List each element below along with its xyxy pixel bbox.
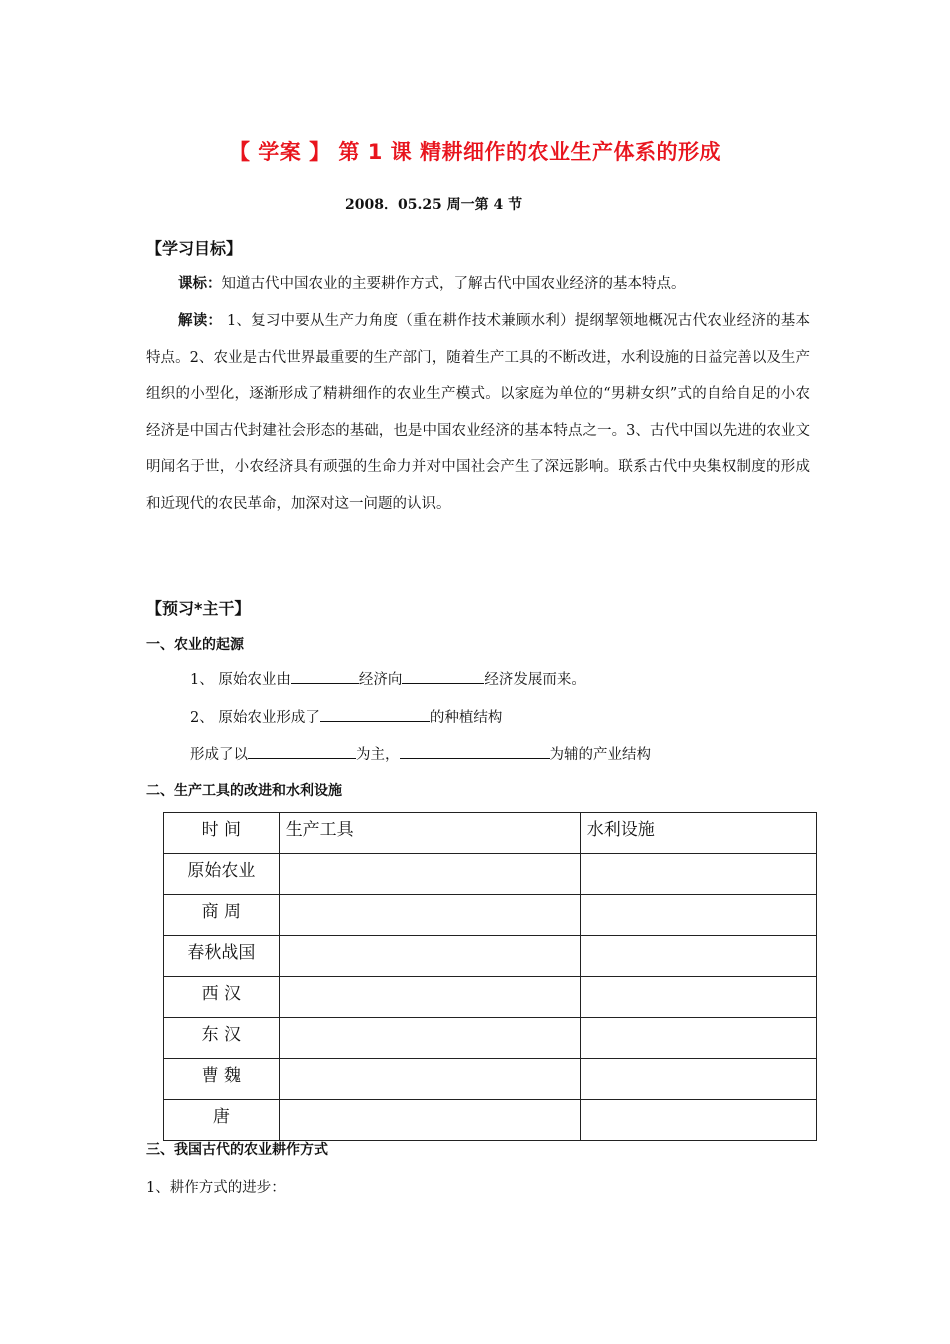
- table-row: [164, 1018, 817, 1059]
- water-cell[interactable]: [580, 854, 816, 895]
- interpret-paragraph: [146, 303, 810, 522]
- standard-text: 知道古代中国农业的主要耕作方式，了解古代中国农业经济的基本特点。: [221, 276, 686, 292]
- period-cell: 原始农业: [164, 854, 280, 895]
- page-title: 【 学案 】 第 1 课 精耕细作的农业生产体系的形成: [229, 140, 721, 164]
- section-3-line-1: 1、耕作方式的进步：: [146, 1180, 286, 1196]
- tools-cell[interactable]: [279, 854, 580, 895]
- fill-line-2-part-a: 2、 原始农业形成了: [190, 710, 320, 726]
- standard-label: 课标：: [178, 276, 222, 292]
- answer-blank[interactable]: [248, 744, 356, 759]
- lesson-date: 2008．05.25 周一第 4 节: [345, 197, 523, 213]
- fill-line-3-part-a: 形成了以: [190, 747, 248, 763]
- water-cell[interactable]: [580, 977, 816, 1018]
- fill-line-2: [190, 706, 502, 727]
- tools-cell[interactable]: [279, 977, 580, 1018]
- tools-cell[interactable]: [279, 936, 580, 977]
- table-row: [164, 895, 817, 936]
- table-header-cell: 生产工具: [279, 813, 580, 854]
- objectives-heading: 【学习目标】: [146, 239, 243, 258]
- fill-line-2-part-b: 的种植结构: [429, 710, 503, 726]
- period-cell: 商 周: [164, 895, 280, 936]
- fill-line-3-part-c: 为辅的产业结构: [549, 747, 651, 763]
- table-header-row: [164, 813, 817, 854]
- table-row: [164, 936, 817, 977]
- table-row: [164, 854, 817, 895]
- fill-line-1-part-b: 经济向: [358, 672, 403, 688]
- water-cell[interactable]: [580, 936, 816, 977]
- standard-paragraph: [146, 266, 810, 303]
- tools-cell[interactable]: [279, 895, 580, 936]
- section-2-heading: 二、生产工具的改进和水利设施: [146, 783, 342, 799]
- water-cell[interactable]: [580, 1018, 816, 1059]
- interpret-text: 1、复习中要从生产力角度（重在耕作技术兼顾水利）提纲挈领地概况古代农业经济的基本特点。2、农业是古代世界最重要的生产部门，随着生产工具的不断改进，水利设施的日益完善以及生产组织的小型化，逐渐形成了精耕细作的农业生产模式。以家庭为单位的“男耕女织”式的自给自足的小农经济是中国古代封建社会形态的基础，也是中国农业经济的基本特点之一。3、古代中国以先进的农业文明闻名于世，小农经济具有顽强的生命力并对中国社会产生了深远影响。联系古代中央集权制度的形成和近现代的农民革命，加深对这一问题的认识。: [146, 313, 810, 512]
- tools-cell[interactable]: [279, 1059, 580, 1100]
- preview-heading: 【预习*主干】: [146, 599, 251, 618]
- section-3-heading: 三、我国古代的农业耕作方式: [146, 1142, 328, 1158]
- water-cell[interactable]: [580, 1100, 816, 1141]
- period-cell: 曹 魏: [164, 1059, 280, 1100]
- answer-blank[interactable]: [400, 744, 550, 759]
- fill-line-1-part-a: 1、 原始农业由: [190, 672, 291, 688]
- fill-line-3: [190, 743, 651, 764]
- answer-blank[interactable]: [402, 669, 484, 684]
- fill-line-3-part-b: 为主，: [356, 747, 400, 763]
- period-cell: 西 汉: [164, 977, 280, 1018]
- water-cell[interactable]: [580, 895, 816, 936]
- tools-water-table: [163, 812, 817, 1141]
- fill-line-1: [190, 668, 586, 689]
- tools-cell[interactable]: [279, 1018, 580, 1059]
- water-cell[interactable]: [580, 1059, 816, 1100]
- table-header-cell: 时 间: [164, 813, 280, 854]
- period-cell: 春秋战国: [164, 936, 280, 977]
- table-row: [164, 977, 817, 1018]
- tools-cell[interactable]: [279, 1100, 580, 1141]
- answer-blank[interactable]: [320, 707, 430, 722]
- table-row: [164, 1100, 817, 1141]
- period-cell: 唐: [164, 1100, 280, 1141]
- period-cell: 东 汉: [164, 1018, 280, 1059]
- interpret-label: 解读：: [178, 313, 223, 329]
- answer-blank[interactable]: [291, 669, 359, 684]
- table-row: [164, 1059, 817, 1100]
- section-1-heading: 一、农业的起源: [146, 637, 244, 653]
- table-header-cell: 水利设施: [580, 813, 816, 854]
- fill-line-1-part-c: 经济发展而来。: [484, 672, 586, 688]
